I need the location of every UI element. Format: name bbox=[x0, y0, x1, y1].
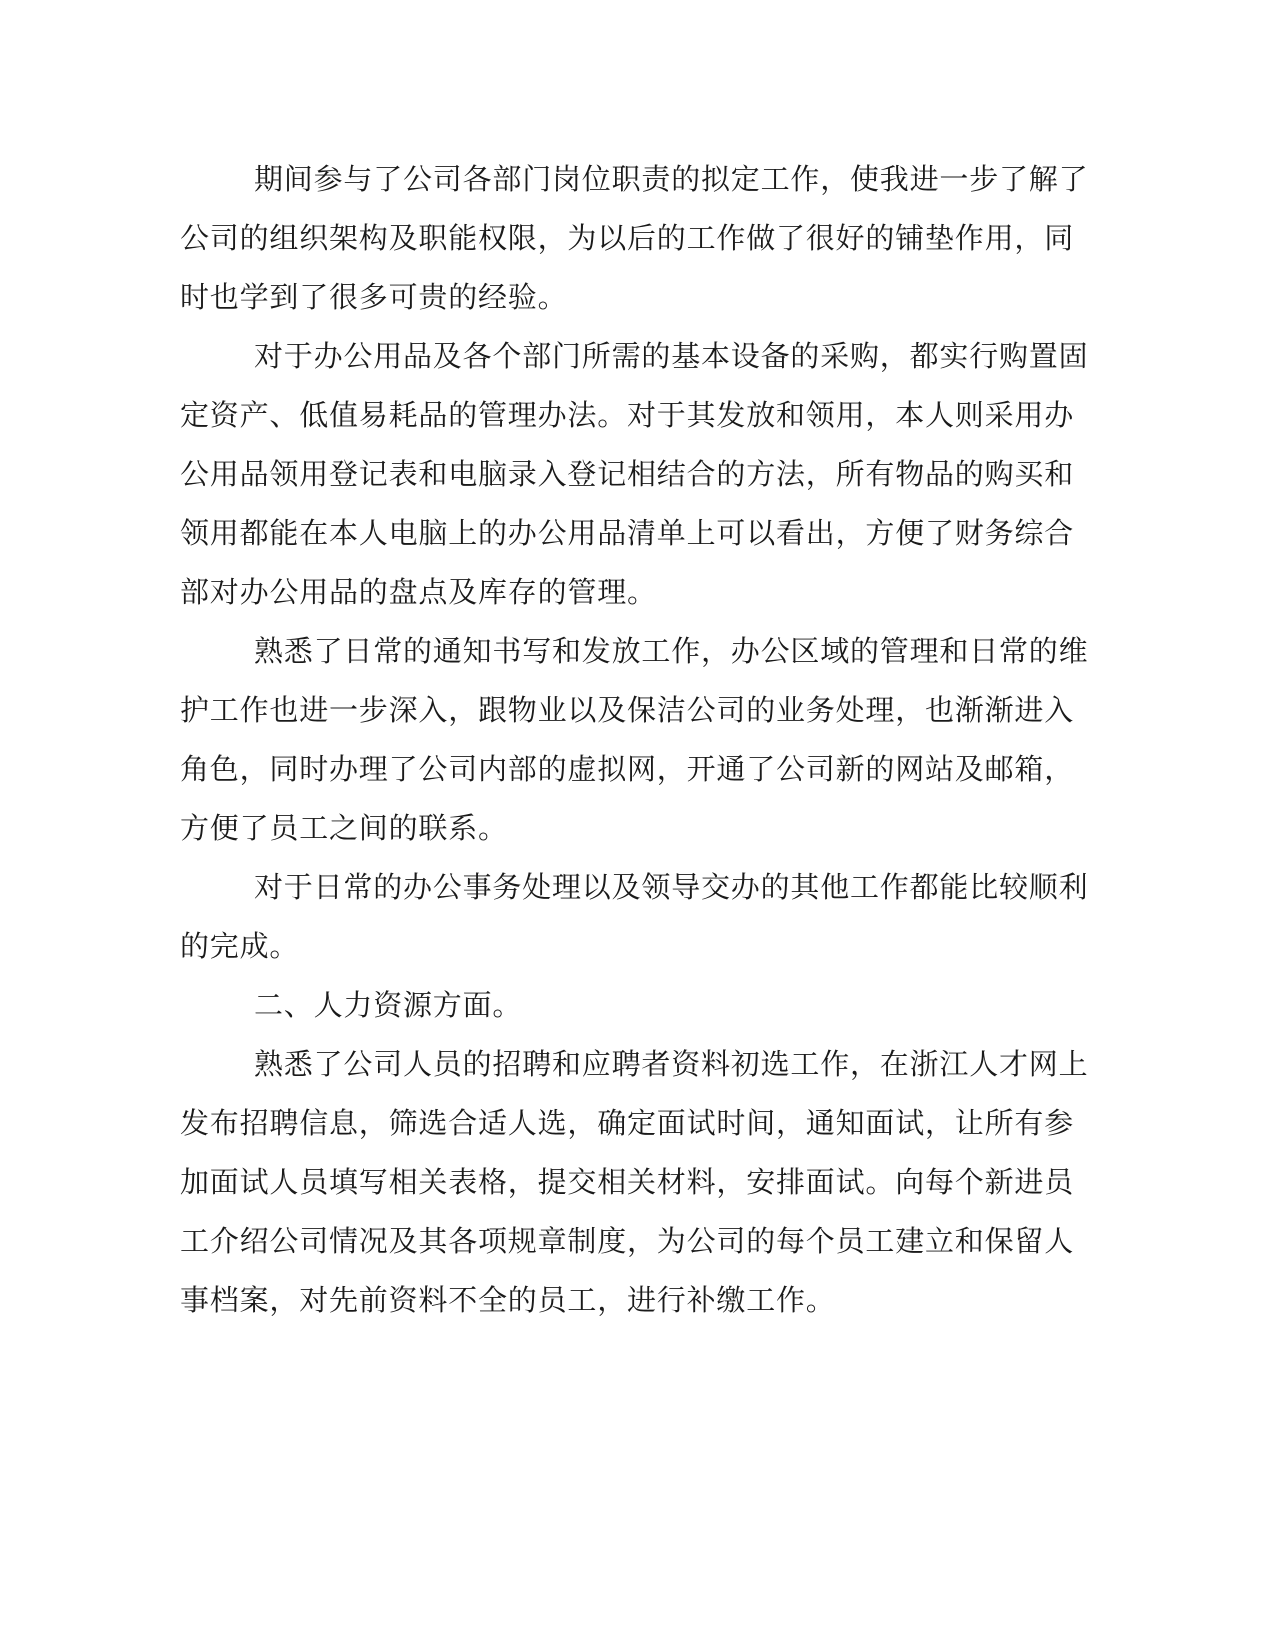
paragraph-line: 角色，同时办理了公司内部的虚拟网，开通了公司新的网站及邮箱， bbox=[180, 752, 1075, 786]
paragraph-line: 方便了员工之间的联系。 bbox=[180, 811, 508, 845]
paragraph-line: 熟悉了日常的通知书写和发放工作，办公区域的管理和日常的维 bbox=[254, 634, 1089, 668]
paragraph-line: 事档案，对先前资料不全的员工，进行补缴工作。 bbox=[180, 1283, 836, 1317]
paragraph-line: 工介绍公司情况及其各项规章制度，为公司的每个员工建立和保留人 bbox=[180, 1224, 1075, 1258]
paragraph-line: 公司的组织架构及职能权限，为以后的工作做了很好的铺垫作用，同 bbox=[180, 221, 1075, 255]
paragraph-line: 时也学到了很多可贵的经验。 bbox=[180, 280, 568, 314]
paragraph-line: 期间参与了公司各部门岗位职责的拟定工作，使我进一步了解了 bbox=[254, 162, 1089, 196]
paragraph-line: 护工作也进一步深入，跟物业以及保洁公司的业务处理，也渐渐进入 bbox=[180, 693, 1075, 727]
section-heading-text: 二、人力资源方面。 bbox=[254, 988, 523, 1022]
paragraph-6 bbox=[180, 1035, 1089, 1330]
paragraph-line: 熟悉了公司人员的招聘和应聘者资料初选工作，在浙江人才网上 bbox=[254, 1047, 1089, 1081]
paragraph-line: 公用品领用登记表和电脑录入登记相结合的方法，所有物品的购买和 bbox=[180, 457, 1075, 491]
paragraph-line: 对于办公用品及各个部门所需的基本设备的采购，都实行购置固 bbox=[254, 339, 1089, 373]
paragraph-line: 领用都能在本人电脑上的办公用品清单上可以看出，方便了财务综合 bbox=[180, 516, 1075, 550]
paragraph-line: 定资产、低值易耗品的管理办法。对于其发放和领用，本人则采用办 bbox=[180, 398, 1075, 432]
paragraph-line: 部对办公用品的盘点及库存的管理。 bbox=[180, 575, 657, 609]
paragraph-line: 的完成。 bbox=[180, 929, 300, 963]
section-heading bbox=[180, 976, 1030, 1035]
paragraph-1 bbox=[180, 150, 1089, 327]
paragraph-4 bbox=[180, 858, 1089, 976]
paragraph-line: 加面试人员填写相关表格，提交相关材料，安排面试。向每个新进员 bbox=[180, 1165, 1075, 1199]
paragraph-line: 发布招聘信息，筛选合适人选，确定面试时间，通知面试，让所有参 bbox=[180, 1106, 1075, 1140]
paragraph-3 bbox=[180, 622, 1089, 858]
paragraph-2 bbox=[180, 327, 1089, 622]
paragraph-line: 对于日常的办公事务处理以及领导交办的其他工作都能比较顺利 bbox=[254, 870, 1089, 904]
document-body bbox=[180, 150, 1089, 1330]
